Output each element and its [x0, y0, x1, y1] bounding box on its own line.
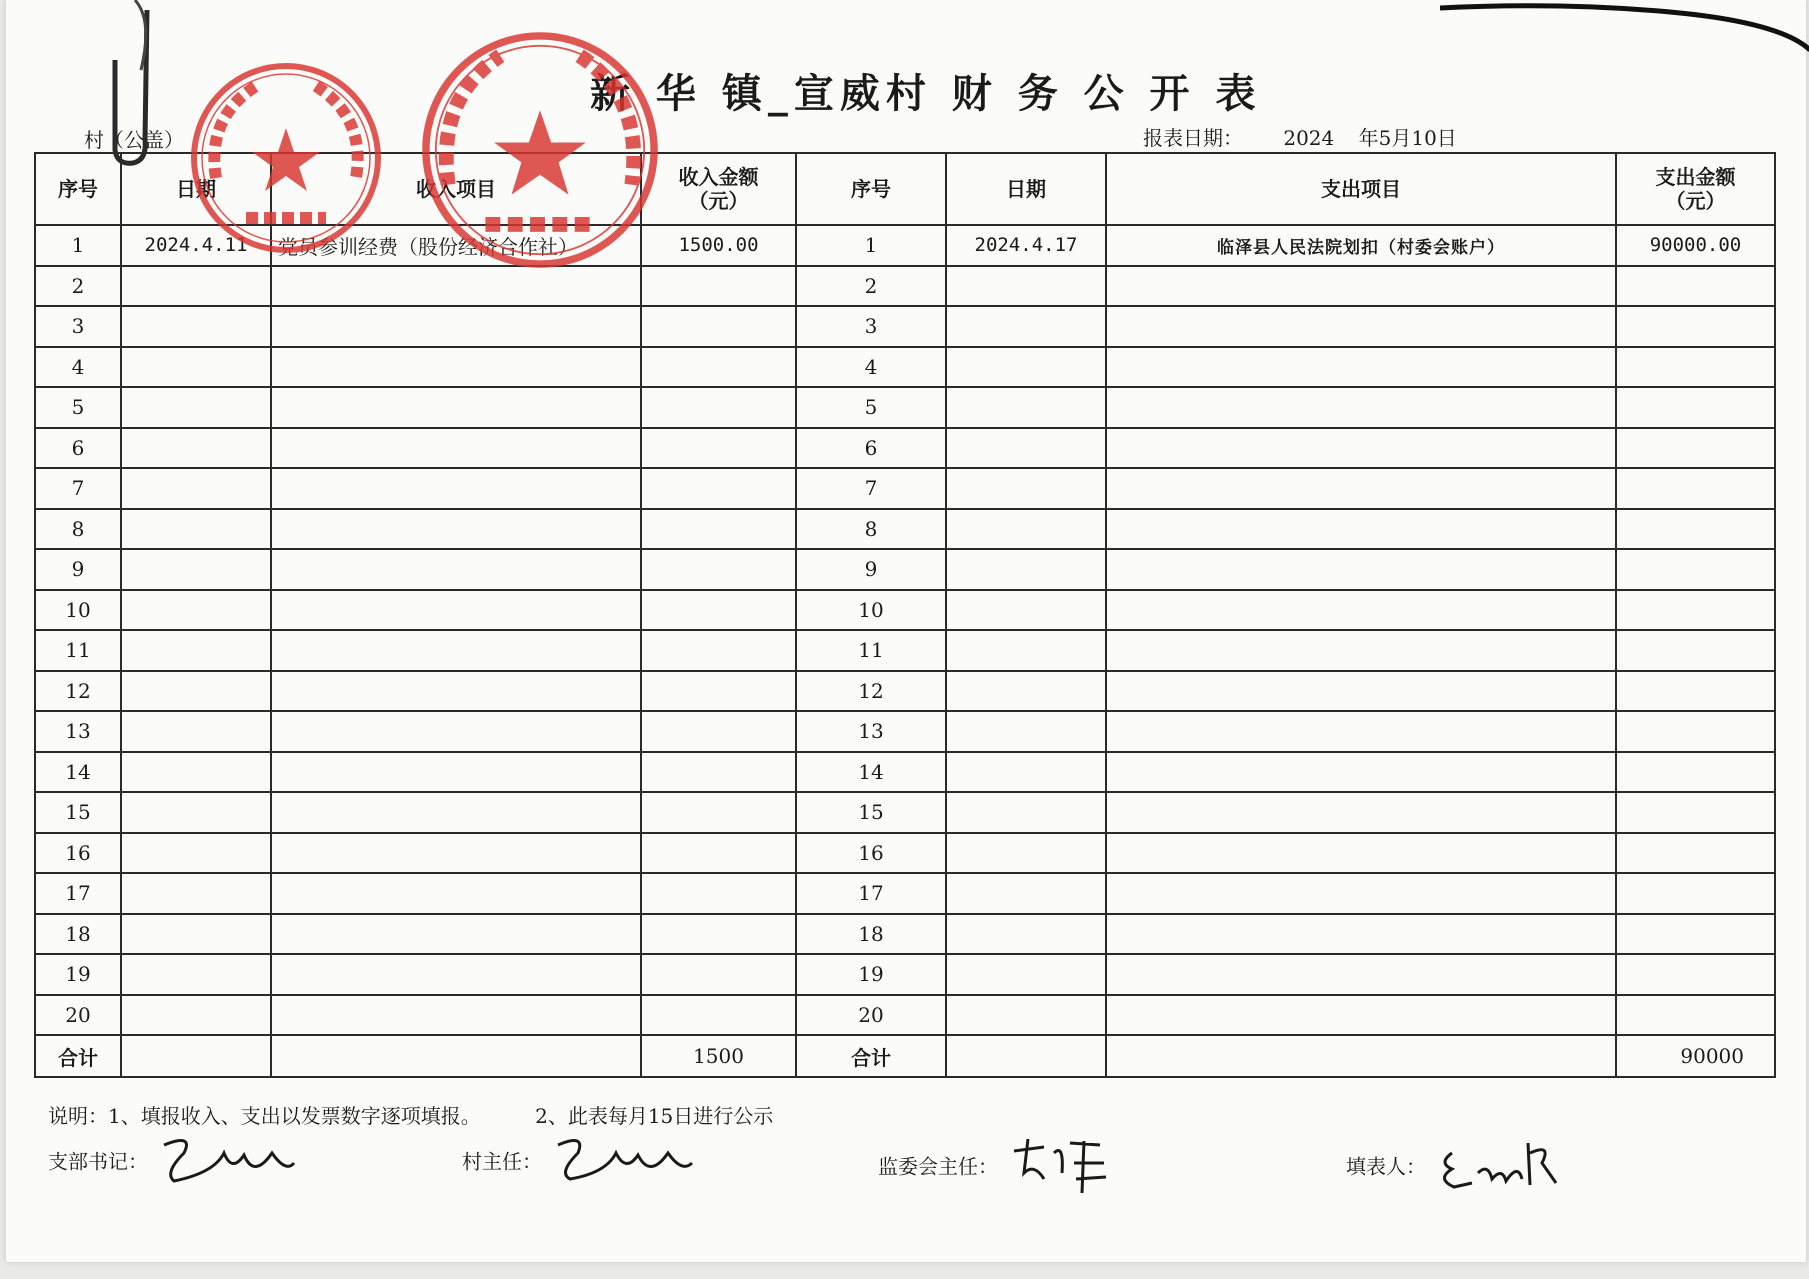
village-seal-label: 村（公盖） [84, 128, 184, 152]
row-income-item [271, 914, 641, 955]
report-date-year: 2024 [1283, 126, 1335, 150]
row-income-item: 党员参训经费（股份经济合作社） [271, 225, 641, 266]
village-committee-seal [186, 58, 386, 258]
total-expense-label: 合计 [796, 1035, 946, 1077]
report-date-label: 报表日期： [1143, 126, 1243, 150]
row-expense-date [946, 590, 1106, 631]
report-date-month-day: 年5月10日 [1358, 126, 1457, 150]
row-income-amount [641, 833, 796, 874]
row-income-date [121, 590, 271, 631]
row-expense-seq: 12 [796, 671, 946, 712]
row-income-amount [641, 387, 796, 428]
row-income-date [121, 306, 271, 347]
row-expense-date [946, 387, 1106, 428]
row-expense-date [946, 833, 1106, 874]
row-expense-amount [1616, 914, 1775, 955]
row-expense-seq: 2 [796, 266, 946, 307]
row-income-date [121, 833, 271, 874]
row-expense-seq: 16 [796, 833, 946, 874]
table-row [35, 752, 1775, 793]
row-seq: 20 [35, 995, 121, 1036]
table-row [35, 792, 1775, 833]
row-expense-amount [1616, 549, 1775, 590]
row-income-item [271, 549, 641, 590]
paper-edge-shadow [1440, 0, 1809, 60]
handwritten-signature-icon [548, 1133, 698, 1193]
row-income-date [121, 752, 271, 793]
row-income-date [121, 671, 271, 712]
row-seq: 17 [35, 873, 121, 914]
row-income-amount [641, 428, 796, 469]
row-seq: 6 [35, 428, 121, 469]
row-expense-date [946, 266, 1106, 307]
row-expense-seq: 7 [796, 468, 946, 509]
row-expense-date [946, 549, 1106, 590]
row-expense-item [1106, 954, 1616, 995]
row-expense-item [1106, 711, 1616, 752]
row-expense-item [1106, 995, 1616, 1036]
row-expense-item [1106, 833, 1616, 874]
table-row [35, 266, 1775, 307]
row-income-amount [641, 914, 796, 955]
header-income-seq: 序号 [35, 153, 121, 225]
row-seq: 18 [35, 914, 121, 955]
row-expense-seq: 3 [796, 306, 946, 347]
row-income-amount [641, 306, 796, 347]
row-expense-amount [1616, 468, 1775, 509]
row-expense-amount [1616, 711, 1775, 752]
row-expense-date [946, 954, 1106, 995]
table-row [35, 509, 1775, 550]
row-seq: 19 [35, 954, 121, 995]
row-expense-amount [1616, 387, 1775, 428]
row-income-amount [641, 468, 796, 509]
header-expense-item: 支出项目 [1106, 153, 1616, 225]
row-income-date [121, 266, 271, 307]
row-seq: 15 [35, 792, 121, 833]
row-expense-amount [1616, 428, 1775, 469]
branch-secretary-label: 支部书记： [48, 1149, 148, 1174]
table-row [35, 671, 1775, 712]
row-income-date: 2024.4.11 [121, 225, 271, 266]
header-income-item: 收入项目 [271, 153, 641, 225]
finance-table [34, 152, 1776, 1078]
row-expense-seq: 9 [796, 549, 946, 590]
row-income-date [121, 387, 271, 428]
totals-row [35, 1035, 1775, 1077]
row-income-amount [641, 752, 796, 793]
row-income-amount [641, 671, 796, 712]
row-seq: 2 [35, 266, 121, 307]
row-expense-date [946, 792, 1106, 833]
row-expense-seq: 10 [796, 590, 946, 631]
row-expense-amount [1616, 792, 1775, 833]
total-empty [271, 1035, 641, 1077]
handwritten-signature-icon [1004, 1133, 1124, 1203]
handwritten-signature-icon [1432, 1133, 1562, 1203]
table-row [35, 995, 1775, 1036]
row-expense-date [946, 995, 1106, 1036]
table-row [35, 347, 1775, 388]
table-row [35, 711, 1775, 752]
row-expense-amount [1616, 306, 1775, 347]
row-seq: 8 [35, 509, 121, 550]
row-income-amount [641, 630, 796, 671]
row-expense-item [1106, 752, 1616, 793]
row-income-item [271, 428, 641, 469]
row-expense-amount: 90000.00 [1616, 225, 1775, 266]
row-expense-seq: 19 [796, 954, 946, 995]
table-row [35, 630, 1775, 671]
row-income-item [271, 954, 641, 995]
row-income-date [121, 954, 271, 995]
row-expense-item [1106, 387, 1616, 428]
row-income-date [121, 549, 271, 590]
row-seq: 14 [35, 752, 121, 793]
row-expense-item [1106, 509, 1616, 550]
row-expense-amount [1616, 630, 1775, 671]
row-income-item [271, 509, 641, 550]
row-expense-date [946, 428, 1106, 469]
row-expense-item [1106, 792, 1616, 833]
row-expense-date [946, 711, 1106, 752]
row-expense-item [1106, 428, 1616, 469]
row-income-item [271, 387, 641, 428]
row-expense-item [1106, 266, 1616, 307]
total-empty [946, 1035, 1106, 1077]
row-expense-date [946, 873, 1106, 914]
row-income-amount [641, 954, 796, 995]
row-income-amount [641, 590, 796, 631]
table-row [35, 428, 1775, 469]
row-expense-item [1106, 347, 1616, 388]
filler-label: 填表人： [1346, 1154, 1426, 1179]
table-row [35, 590, 1775, 631]
row-income-amount [641, 711, 796, 752]
table-row [35, 914, 1775, 955]
row-expense-seq: 20 [796, 995, 946, 1036]
row-seq: 9 [35, 549, 121, 590]
row-expense-amount [1616, 954, 1775, 995]
row-expense-item [1106, 549, 1616, 590]
row-expense-date [946, 914, 1106, 955]
page-title: 新 华 镇_宣威村 财 务 公 开 表 [590, 70, 1262, 117]
table-row [35, 306, 1775, 347]
row-expense-date [946, 630, 1106, 671]
row-expense-seq: 13 [796, 711, 946, 752]
header-expense-date: 日期 [946, 153, 1106, 225]
row-income-amount [641, 995, 796, 1036]
row-income-date [121, 995, 271, 1036]
total-income-amount: 1500 [641, 1035, 796, 1077]
row-income-date [121, 428, 271, 469]
table-row [35, 387, 1775, 428]
table-row [35, 833, 1775, 874]
row-income-amount: 1500.00 [641, 225, 796, 266]
row-income-amount [641, 347, 796, 388]
row-income-date [121, 630, 271, 671]
row-income-item [271, 752, 641, 793]
row-expense-item [1106, 914, 1616, 955]
village-head-label: 村主任： [462, 1149, 542, 1174]
row-income-date [121, 873, 271, 914]
row-expense-amount [1616, 995, 1775, 1036]
header-expense-seq: 序号 [796, 153, 946, 225]
row-seq: 4 [35, 347, 121, 388]
row-seq: 1 [35, 225, 121, 266]
row-expense-seq: 5 [796, 387, 946, 428]
table-row [35, 954, 1775, 995]
row-income-item [271, 671, 641, 712]
row-income-amount [641, 509, 796, 550]
row-expense-amount [1616, 347, 1775, 388]
header-expense-amount: 支出金额 （元） [1616, 153, 1775, 225]
row-income-item [271, 590, 641, 631]
row-income-item [271, 347, 641, 388]
row-seq: 13 [35, 711, 121, 752]
signature-village-head [462, 1133, 698, 1193]
row-expense-date [946, 347, 1106, 388]
row-expense-seq: 8 [796, 509, 946, 550]
row-expense-item [1106, 590, 1616, 631]
total-empty [1106, 1035, 1616, 1077]
row-seq: 10 [35, 590, 121, 631]
signature-filler [1346, 1133, 1562, 1203]
total-income-label: 合计 [35, 1035, 121, 1077]
row-income-date [121, 914, 271, 955]
row-expense-amount [1616, 873, 1775, 914]
row-expense-seq: 11 [796, 630, 946, 671]
row-income-item [271, 711, 641, 752]
row-expense-item [1106, 873, 1616, 914]
row-income-date [121, 347, 271, 388]
row-income-amount [641, 549, 796, 590]
row-expense-seq: 18 [796, 914, 946, 955]
row-income-item [271, 792, 641, 833]
note-2: 2、此表每月15日进行公示 [535, 1104, 774, 1128]
village-affairs-supervision-seal [416, 26, 664, 274]
row-seq: 16 [35, 833, 121, 874]
row-income-date [121, 468, 271, 509]
total-empty [121, 1035, 271, 1077]
total-expense-amount: 90000 [1616, 1035, 1775, 1077]
row-seq: 11 [35, 630, 121, 671]
row-seq: 5 [35, 387, 121, 428]
row-expense-seq: 6 [796, 428, 946, 469]
signature-branch-secretary [48, 1133, 304, 1193]
report-date [1143, 122, 1457, 151]
row-income-amount [641, 792, 796, 833]
row-expense-date [946, 306, 1106, 347]
header-income-amount: 收入金额 （元） [641, 153, 796, 225]
row-expense-item [1106, 671, 1616, 712]
row-seq: 12 [35, 671, 121, 712]
row-income-date [121, 711, 271, 752]
row-expense-item: 临泽县人民法院划扣（村委会账户） [1106, 225, 1616, 266]
row-expense-amount [1616, 833, 1775, 874]
row-expense-item [1106, 306, 1616, 347]
row-seq: 7 [35, 468, 121, 509]
row-income-item [271, 468, 641, 509]
table-row [35, 468, 1775, 509]
row-expense-amount [1616, 509, 1775, 550]
row-expense-seq: 15 [796, 792, 946, 833]
row-expense-date: 2024.4.17 [946, 225, 1106, 266]
row-expense-amount [1616, 266, 1775, 307]
header-income-date: 日期 [121, 153, 271, 225]
row-income-item [271, 833, 641, 874]
table-notes [48, 1100, 773, 1129]
row-expense-amount [1616, 671, 1775, 712]
handwritten-signature-icon [154, 1133, 304, 1193]
row-income-date [121, 792, 271, 833]
row-expense-date [946, 671, 1106, 712]
signature-supervision-head [878, 1133, 1124, 1203]
row-expense-seq: 4 [796, 347, 946, 388]
row-expense-seq: 14 [796, 752, 946, 793]
table-row [35, 873, 1775, 914]
row-income-item [271, 995, 641, 1036]
row-expense-item [1106, 468, 1616, 509]
row-expense-amount [1616, 590, 1775, 631]
row-expense-date [946, 468, 1106, 509]
row-expense-item [1106, 630, 1616, 671]
supervision-head-label: 监委会主任： [878, 1154, 998, 1179]
note-1: 说明：1、填报收入、支出以发票数字逐项填报。 [48, 1104, 481, 1128]
row-expense-date [946, 509, 1106, 550]
row-expense-date [946, 752, 1106, 793]
row-income-amount [641, 266, 796, 307]
row-income-item [271, 306, 641, 347]
table-row [35, 549, 1775, 590]
row-seq: 3 [35, 306, 121, 347]
row-income-item [271, 630, 641, 671]
row-expense-seq: 17 [796, 873, 946, 914]
row-income-item [271, 873, 641, 914]
row-income-date [121, 509, 271, 550]
row-expense-amount [1616, 752, 1775, 793]
row-income-amount [641, 873, 796, 914]
row-expense-seq: 1 [796, 225, 946, 266]
